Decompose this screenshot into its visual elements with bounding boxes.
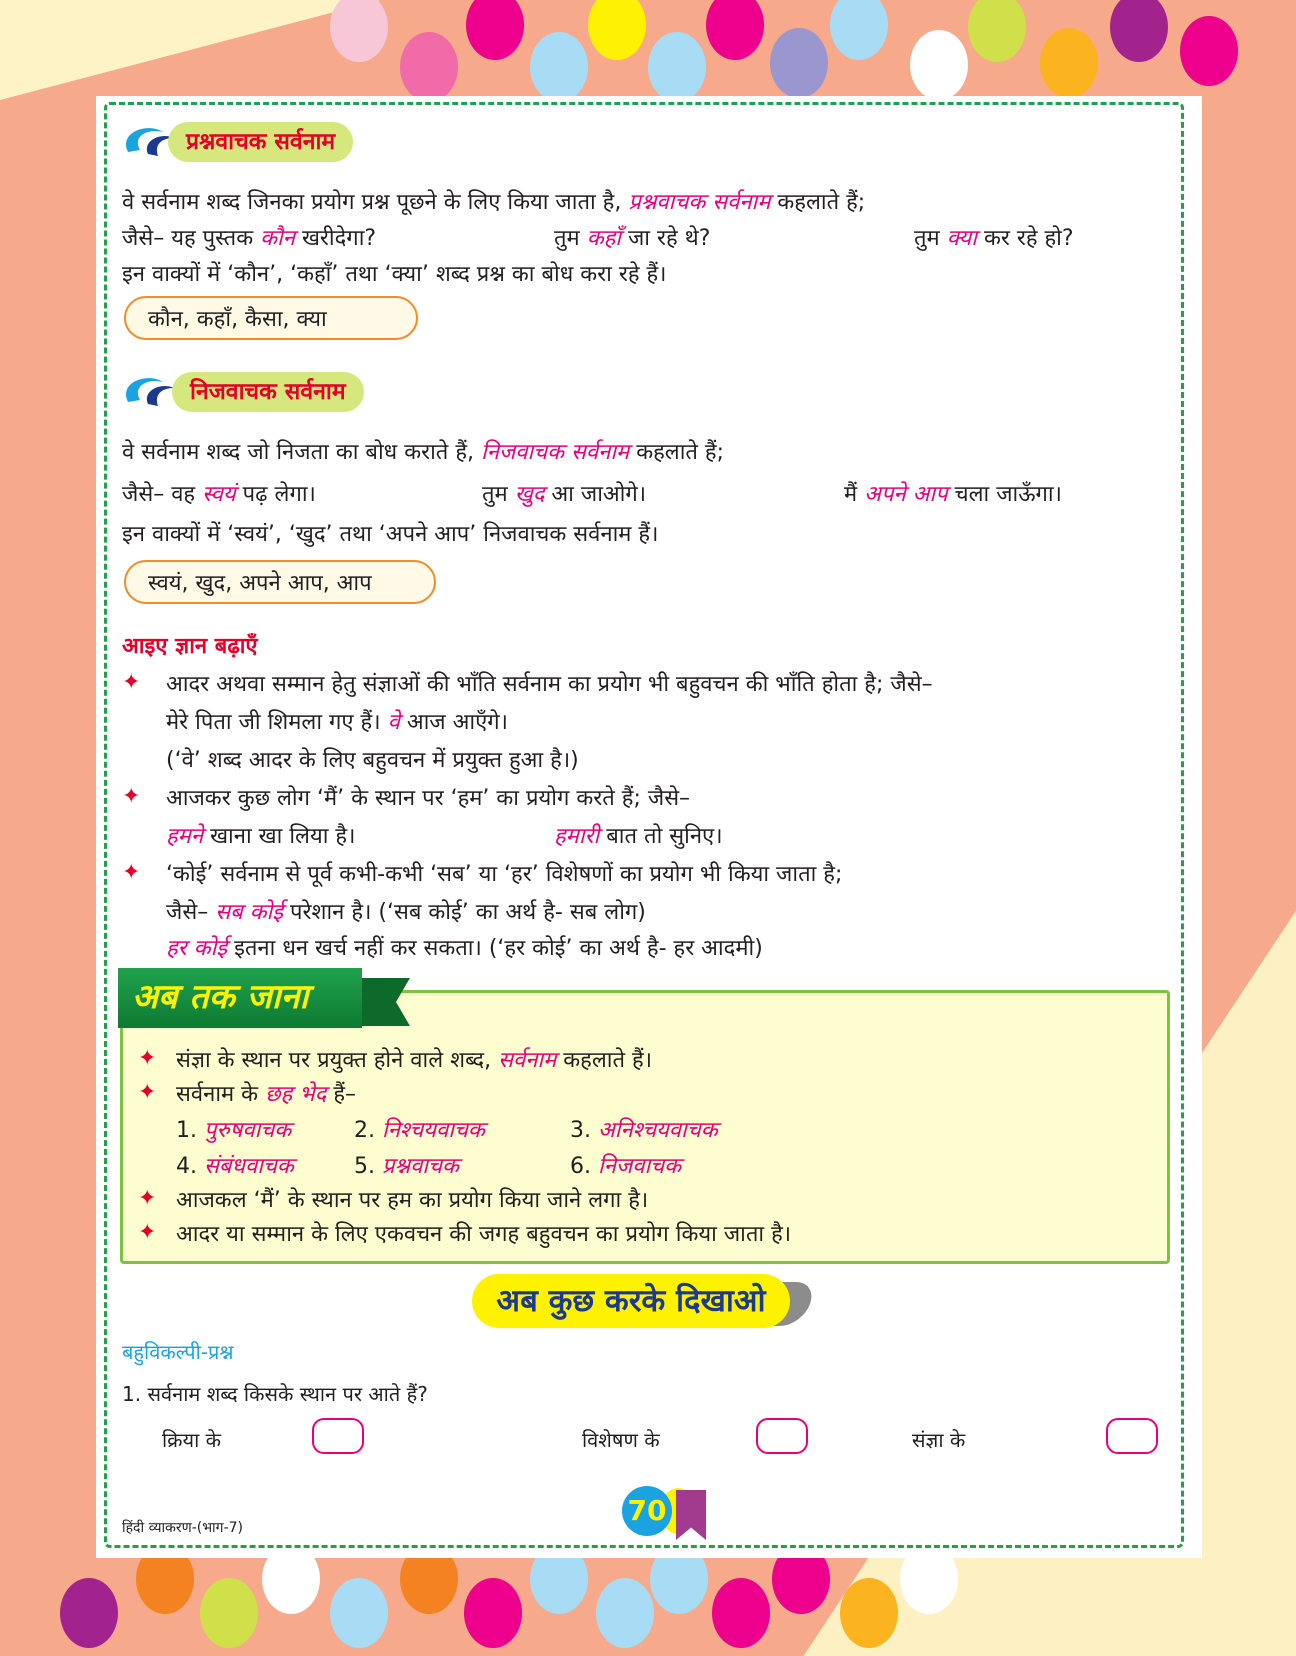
term: कौन	[260, 226, 295, 251]
text: तुम	[482, 482, 508, 507]
term: वे	[387, 710, 400, 735]
text: खाना खा लिया है।	[210, 824, 356, 849]
term: हर कोई	[166, 936, 228, 961]
text: पढ़ लेगा।	[242, 482, 316, 507]
definition-line	[122, 436, 724, 466]
decorative-dot	[466, 0, 524, 60]
text: वे सर्वनाम शब्द जिनका प्रयोग प्रश्न पूछने के लिए किया जाता है,	[122, 190, 622, 215]
term: निजवाचक	[598, 1154, 682, 1179]
example-line	[844, 478, 1062, 508]
knowledge-line	[166, 896, 646, 926]
term: अनिश्चयवाचक	[598, 1118, 718, 1143]
knowledge-line: (‘वे’ शब्द आदर के लिए बहुवचन में प्रयुक्त हुआ है।)	[166, 748, 579, 773]
type-item	[176, 1150, 294, 1180]
text: कहलाते हैं;	[636, 440, 725, 465]
note-line: इन वाक्यों में ‘स्वयं’, ‘खुद’ तथा ‘अपने आप’ निजवाचक सर्वनाम हैं।	[122, 522, 659, 547]
note-line: इन वाक्यों में ‘कौन’, ‘कहाँ’ तथा ‘क्या’ शब्द प्रश्न का बोध करा रहे हैं।	[122, 262, 667, 287]
decorative-dot	[60, 1578, 118, 1648]
term: स्वयं	[202, 482, 236, 507]
text: सर्वनाम शब्द किसके स्थान पर आते हैं?	[147, 1382, 428, 1406]
text: जैसे– वह	[122, 482, 196, 507]
option-label: संज्ञा के	[912, 1428, 966, 1452]
star-bullet-icon: ✦	[138, 1080, 157, 1105]
type-item	[354, 1114, 485, 1144]
mcq-subheading: बहुविकल्पी-प्रश्न	[122, 1340, 234, 1364]
text: जैसे– यह पुस्तक	[122, 226, 254, 251]
text: खरीदेगा?	[301, 226, 377, 251]
star-bullet-icon: ✦	[122, 784, 141, 809]
example-line	[914, 222, 1074, 252]
knowledge-line: आजकर कुछ लोग ‘मैं’ के स्थान पर ‘हम’ का प्रयोग करते हैं; जैसे–	[166, 786, 691, 811]
decorative-dot	[330, 0, 388, 62]
term: प्रश्नवाचक सर्वनाम	[628, 190, 771, 215]
term: संबंधवाचक	[204, 1154, 294, 1179]
type-item	[570, 1114, 718, 1144]
book-title: हिंदी व्याकरण-(भाग-7)	[122, 1520, 243, 1536]
swirl-icon	[118, 372, 178, 412]
summary-line	[176, 1078, 356, 1108]
knowledge-line: ‘कोई’ सर्वनाम से पूर्व कभी-कभी ‘सब’ या ‘हर’ विशेषणों का प्रयोग भी किया जाता है;	[166, 862, 843, 887]
decorative-dot	[910, 30, 968, 100]
text: आ जाओगे।	[551, 482, 647, 507]
text: आज आएँगे।	[406, 710, 508, 735]
decorative-dot	[400, 32, 458, 102]
term: अपने आप	[864, 482, 948, 507]
decorative-dot	[648, 32, 706, 102]
decorative-dot	[830, 0, 888, 60]
question-line	[122, 1380, 428, 1407]
option-label: विशेषण के	[582, 1428, 660, 1452]
text: चला जाऊँगा।	[954, 482, 1062, 507]
term: निजवाचक सर्वनाम	[481, 440, 630, 465]
section-heading-interrogative: प्रश्नवाचक सर्वनाम	[168, 122, 353, 162]
text: तुम	[554, 226, 580, 251]
star-bullet-icon: ✦	[122, 670, 141, 695]
word-list-box: कौन, कहाँ, कैसा, क्या	[124, 296, 418, 340]
term: हमने	[166, 824, 204, 849]
activity-banner: अब कुछ करके दिखाओ	[472, 1274, 790, 1328]
num: 2.	[354, 1118, 375, 1143]
type-item	[176, 1114, 291, 1144]
word-list-box: स्वयं, खुद, अपने आप, आप	[124, 560, 436, 604]
decorative-dot	[200, 1578, 258, 1648]
term: पुरुषवाचक	[204, 1118, 292, 1143]
answer-box-option-2[interactable]	[756, 1418, 808, 1454]
text: हैं–	[333, 1082, 356, 1107]
summary-line: आदर या सम्मान के लिए एकवचन की जगह बहुवचन का प्रयोग किया जाता है।	[176, 1222, 792, 1247]
knowledge-line	[554, 820, 723, 850]
text: कर रहे हो?	[983, 226, 1074, 251]
decorative-dot	[1180, 16, 1238, 86]
num: 1.	[176, 1118, 197, 1143]
knowledge-line: आदर अथवा सम्मान हेतु संज्ञाओं की भाँति सर्वनाम का प्रयोग भी बहुवचन की भाँति होता है; जैसे–	[166, 672, 933, 697]
definition-line	[122, 186, 865, 216]
text: परेशान है। (‘सब कोई’ का अर्थ है- सब लोग)	[290, 900, 646, 925]
term: प्रश्नवाचक	[382, 1154, 459, 1179]
num: 5.	[354, 1154, 375, 1179]
background-corner-top	[0, 0, 380, 100]
term: क्या	[946, 226, 977, 251]
decorative-dot	[1110, 0, 1168, 62]
decorative-dot	[706, 0, 764, 60]
text: मेरे पिता जी शिमला गए हैं।	[166, 710, 381, 735]
num: 6.	[570, 1154, 591, 1179]
star-bullet-icon: ✦	[138, 1046, 157, 1071]
term: कहाँ	[586, 226, 621, 251]
example-line	[554, 222, 710, 252]
decorative-dot	[596, 1578, 654, 1648]
section-heading-reflexive: निजवाचक सर्वनाम	[172, 372, 364, 412]
knowledge-heading: आइए ज्ञान बढ़ाएँ	[122, 634, 258, 659]
decorative-dot	[464, 1578, 522, 1648]
summary-line	[176, 1044, 652, 1074]
text: तुम	[914, 226, 940, 251]
option-label: क्रिया के	[162, 1428, 222, 1452]
answer-box-option-1[interactable]	[312, 1418, 364, 1454]
decorative-dot	[588, 0, 646, 60]
text: कहलाते हैं;	[777, 190, 866, 215]
summary-title: अब तक जाना	[132, 977, 309, 1017]
star-bullet-icon: ✦	[138, 1186, 157, 1211]
answer-box-option-3[interactable]	[1106, 1418, 1158, 1454]
star-bullet-icon: ✦	[122, 860, 141, 885]
knowledge-line	[166, 932, 763, 962]
num: 4.	[176, 1154, 197, 1179]
text: वे सर्वनाम शब्द जो निजता का बोध कराते हैं,	[122, 440, 474, 465]
text: इतना धन खर्च नहीं कर सकता। (‘हर कोई’ का अर्थ है- हर आदमी)	[234, 936, 763, 961]
decorative-dot	[712, 1578, 770, 1648]
term: खुद	[514, 482, 545, 507]
term: सर्वनाम	[498, 1048, 557, 1073]
star-bullet-icon: ✦	[138, 1220, 157, 1245]
example-line	[122, 478, 316, 508]
num: 1.	[122, 1382, 142, 1406]
decorative-dot	[840, 1578, 898, 1648]
term: निश्चयवाचक	[382, 1118, 485, 1143]
term: हमारी	[554, 824, 600, 849]
text: संज्ञा के स्थान पर प्रयुक्त होने वाले शब्द,	[176, 1048, 492, 1073]
text: मैं	[844, 482, 858, 507]
decorative-dot	[330, 1578, 388, 1648]
term: छह भेद	[265, 1082, 327, 1107]
text: कहलाते हैं।	[563, 1048, 653, 1073]
page-number: 70	[622, 1486, 672, 1536]
text: जैसे–	[166, 900, 209, 925]
decorative-dot	[968, 0, 1026, 62]
type-item	[570, 1150, 681, 1180]
example-line	[122, 222, 376, 252]
example-line	[482, 478, 646, 508]
decorative-dot	[770, 28, 828, 98]
text: जा रहे थे?	[627, 226, 711, 251]
type-item	[354, 1150, 459, 1180]
text: बात तो सुनिए।	[606, 824, 723, 849]
knowledge-line	[166, 706, 508, 736]
decorative-dot	[1040, 28, 1098, 98]
decorative-dot	[530, 32, 588, 102]
num: 3.	[570, 1118, 591, 1143]
text: सर्वनाम के	[176, 1082, 259, 1107]
summary-line: आजकल ‘मैं’ के स्थान पर हम का प्रयोग किया जाने लगा है।	[176, 1188, 649, 1213]
term: सब कोई	[215, 900, 284, 925]
knowledge-line	[166, 820, 355, 850]
